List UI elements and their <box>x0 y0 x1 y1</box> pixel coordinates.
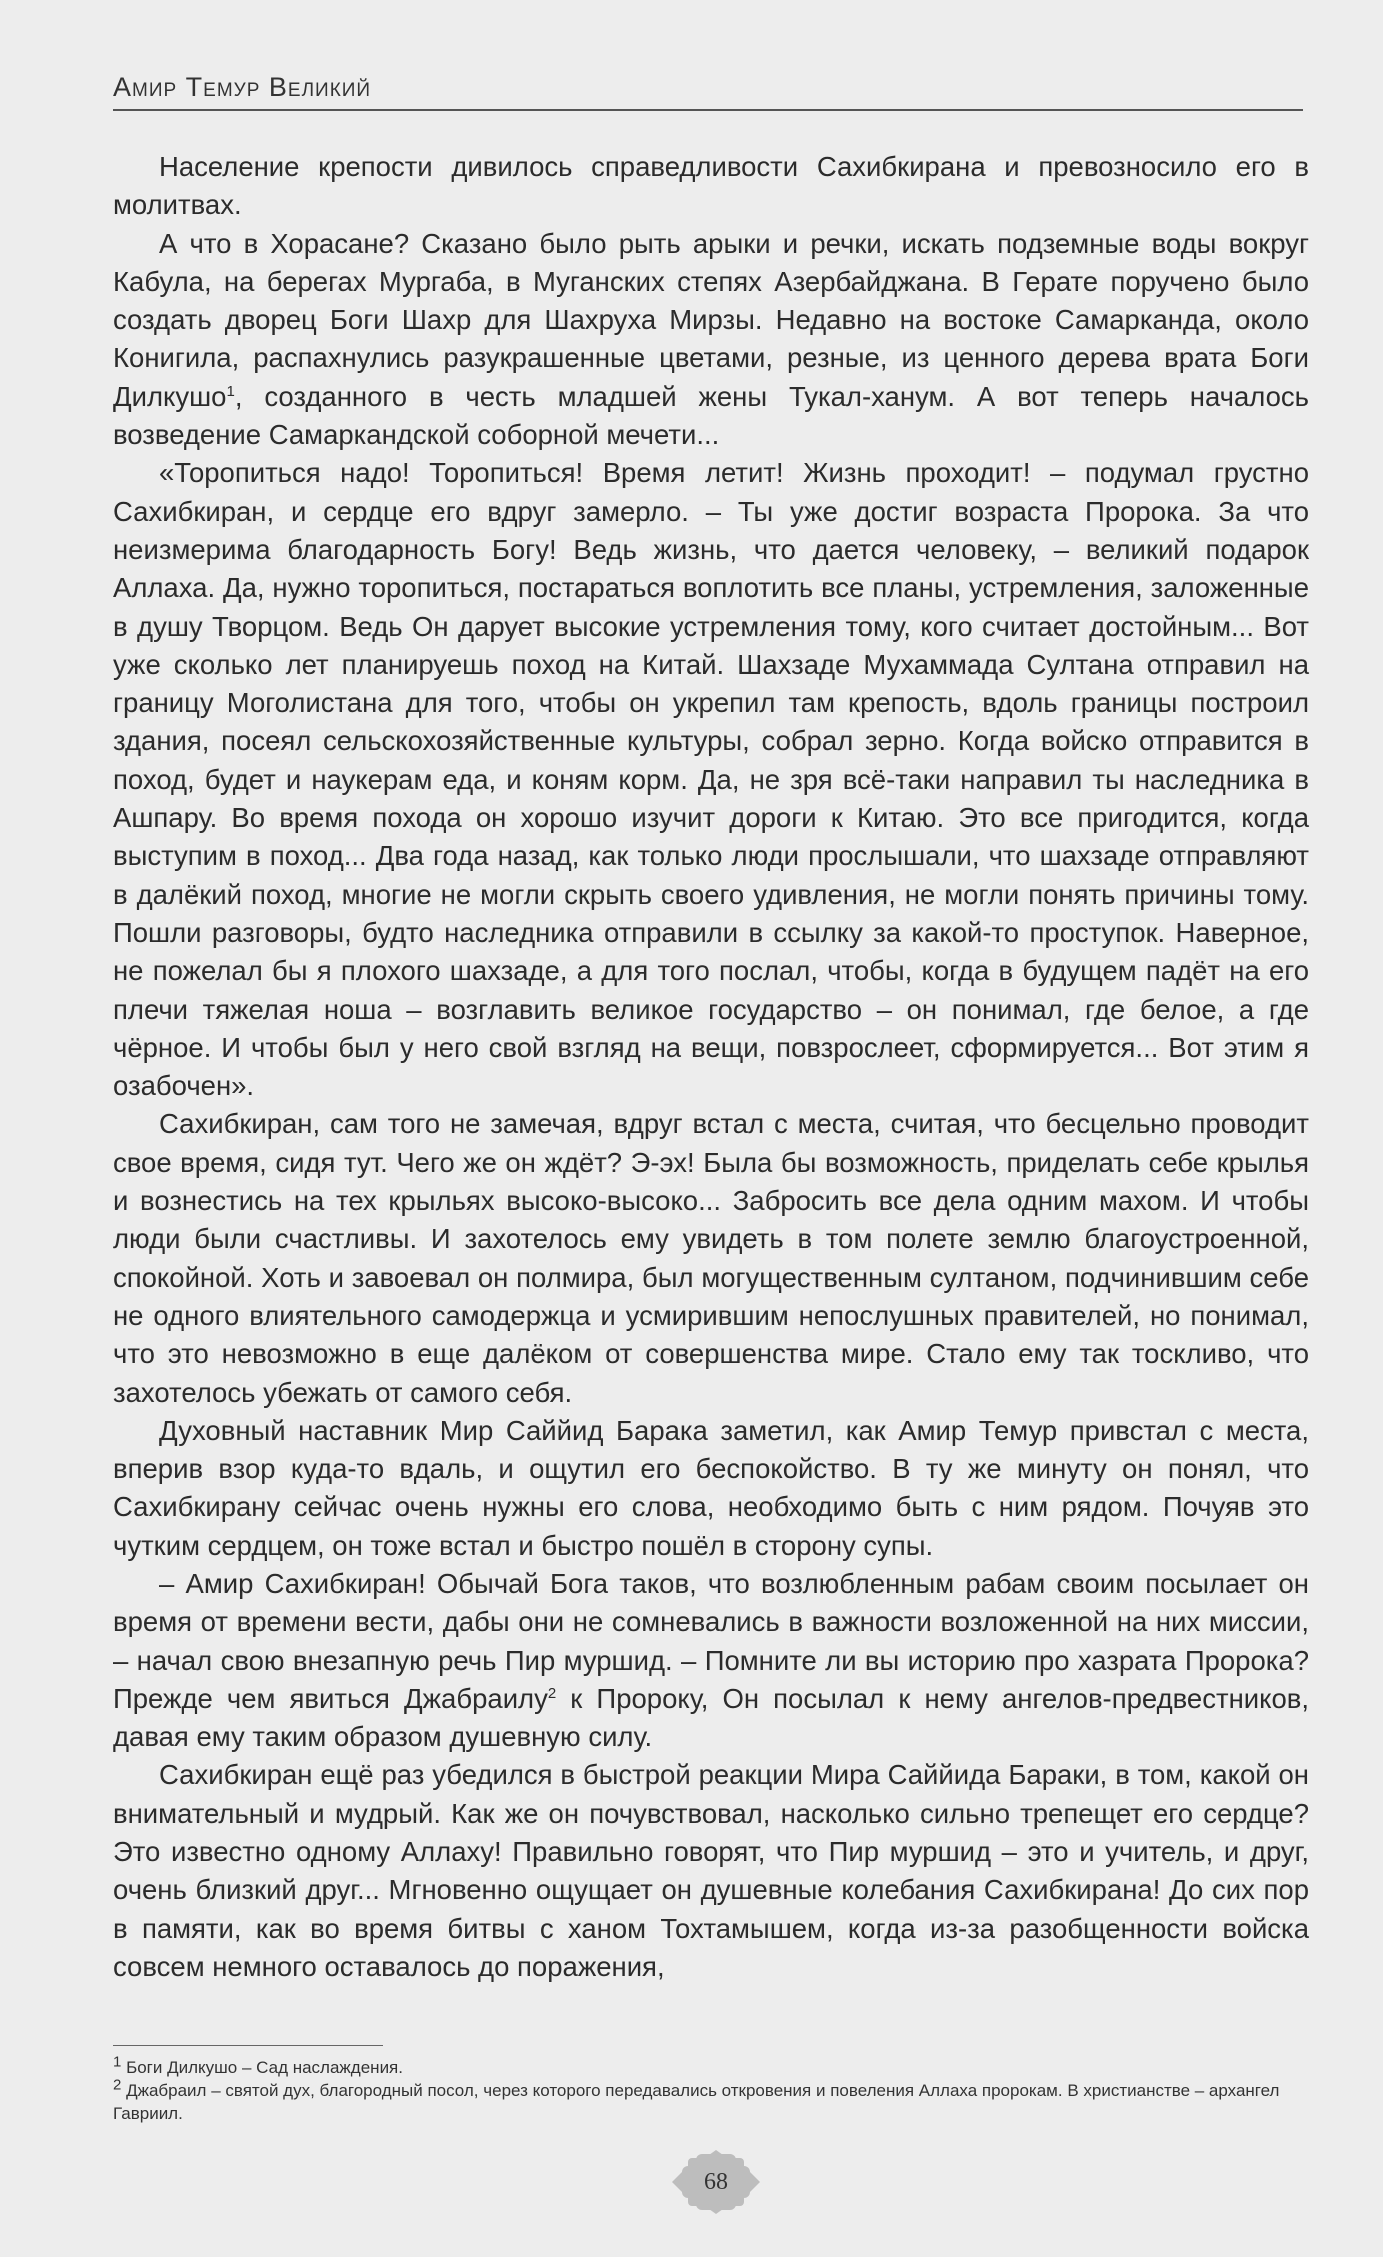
footnote-mark: 1 <box>113 2053 122 2071</box>
paragraph: Население крепости дивилось справедливости Сахибкирана и превозносило его в молитвах. <box>113 151 1309 221</box>
paragraph: Сахибкиран ещё раз убедился в быстрой реакции Мира Саййида Бараки, в том, какой он внимательный и мудрый. Как же он почувствовал, насколько сильно трепещет его сердце? Это известно одному Аллаху! Правильно говорят, что Пир муршид – это и учитель, и друг, очень близкий друг... Мгновенно ощущает он душевные колебания Сахибкирана! До сих пор в памяти, как во время битвы с ханом Тохтамышем, когда из-за разобщенности войска совсем немного оставалось до поражения, <box>113 1759 1309 1982</box>
paragraph-text: к Пророку, Он посылал к нему ангелов-предвестников, давая ему таким образом душевную силу. <box>113 1682 1310 1753</box>
paragraph <box>113 225 1309 455</box>
footnote-text: Боги Дилкушо – Сад наслаждения. <box>121 2058 403 2077</box>
footnote-mark: 2 <box>113 2076 122 2094</box>
page-number: 68 <box>704 2169 728 2195</box>
footnote-text: Джабраил – святой дух, благородный посол, через которого передавались откровения и повеления Аллаха пророкам. В христианстве – архангел Гавриил. <box>113 2081 1280 2123</box>
paragraph-text: А что в Хорасане? Сказано было рыть арыки и речки, искать подземные воды вокруг Кабула, на берегах Мургаба, в Муганских степях Азербайджана. В Герате поручено было создать дворец Боги Шахр для Шахруха Мирзы. Недавно на востоке Самарканда, около Конигила, распахнулись разукрашенные цветами, резные, из ценного дерева врата Боги Дилкушо <box>113 227 1309 412</box>
paragraph-text: , созданного в честь младшей жены Тукал-ханум. А вот теперь началось возведение Самаркандской соборной мечети... <box>113 380 1309 451</box>
paragraph: «Торопиться надо! Торопиться! Время летит! Жизнь проходит! – подумал грустно Сахибкиран, и сердце его вдруг замерло. – Ты уже достиг возраста Пророка. За что неизмерима благодарность Богу! Ведь жизнь, что дается человеку, – великий подарок Аллаха. Да, нужно торопиться, постараться воплотить все планы, устремления, заложенные в душу Творцом. Ведь Он дарует высокие устремления тому, кого считает достойным... Вот уже сколько лет планируешь поход на Китай. Шахзаде Мухаммада Султана отправил на границу Моголистана для того, чтобы он укрепил там крепость, вдоль границы построил здания, посеял сельскохозяйственные культуры, собрал зерно. Когда войско отправится в поход, будет и наукерам еда, и коням корм. Да, не зря всё-таки направил ты наследника в Ашпару. Во время похода он хорошо изучит дороги к Китаю. Это все пригодится, когда выступим в поход... Два года назад, как только люди прослышали, что шахзаде отправляют в далёкий поход, многие не могли скрыть своего удивления, не могли понять причины тому. Пошли разговоры, будто наследника отправили в ссылку за какой-то проступок. Наверное, не пожелал бы я плохого шахзаде, а для того послал, чтобы, когда в будущем падёт на его плечи тяжелая ноша – возглавить великое государство – он понимал, где белое, а где чёрное. И чтобы был у него свой взгляд на вещи, повзрослеет, сформируется... Вот этим я озабочен». <box>113 457 1309 1102</box>
footnote <box>113 2076 1309 2125</box>
footnote-divider <box>113 2045 383 2046</box>
paragraph-text: – Амир Сахибкиран! Обычай Бога таков, что возлюбленным рабам своим посылает он время от времени вести, дабы они не сомневались в важности возложенной на них миссии, – начал свою внезапную речь Пир муршид. – Помните ли вы историю про хазрата Пророка? Прежде чем явиться Джабраилу <box>113 1567 1309 1714</box>
running-header-title: Амир Темур Великий <box>113 72 372 102</box>
footnote-ref[interactable]: 1 <box>226 382 235 400</box>
footnote-ref[interactable]: 2 <box>547 1684 557 1702</box>
running-header <box>113 72 1303 111</box>
paragraph: Сахибкиран, сам того не замечая, вдруг встал с места, считая, что бесцельно проводит свое время, сидя тут. Чего же он ждёт? Э-эх! Была бы возможность, приделать себе крылья и вознестись на тех крыльях высоко-высоко... Забросить все дела одним махом. И чтобы люди были счастливы. И захотелось ему увидеть в том полете землю благоустроенной, спокойной. Хоть и завоевал он полмира, был могущественным султаном, подчинившим себе не одного влиятельного самодержца и усмирившим непослушных правителей, но понимал, что это невозможно в еще далёком от совершенства мире. Стало ему так тоскливо, что захотелось убежать от самого себя. <box>113 1108 1309 1408</box>
paragraph: Духовный наставник Мир Саййид Барака заметил, как Амир Темур привстал с места, вперив взор куда-то вдаль, и ощутил его беспокойство. В ту же минуту он понял, что Сахибкирану сейчас очень нужны его слова, необходимо быть с ним рядом. Почуяв это чутким сердцем, он тоже встал и быстро пошёл в сторону супы. <box>113 1414 1309 1561</box>
main-text <box>113 148 1309 1986</box>
page-number-badge <box>672 2150 760 2214</box>
footnote <box>113 2053 1309 2079</box>
footnotes <box>113 2053 1309 2125</box>
paragraph <box>113 1565 1309 1756</box>
